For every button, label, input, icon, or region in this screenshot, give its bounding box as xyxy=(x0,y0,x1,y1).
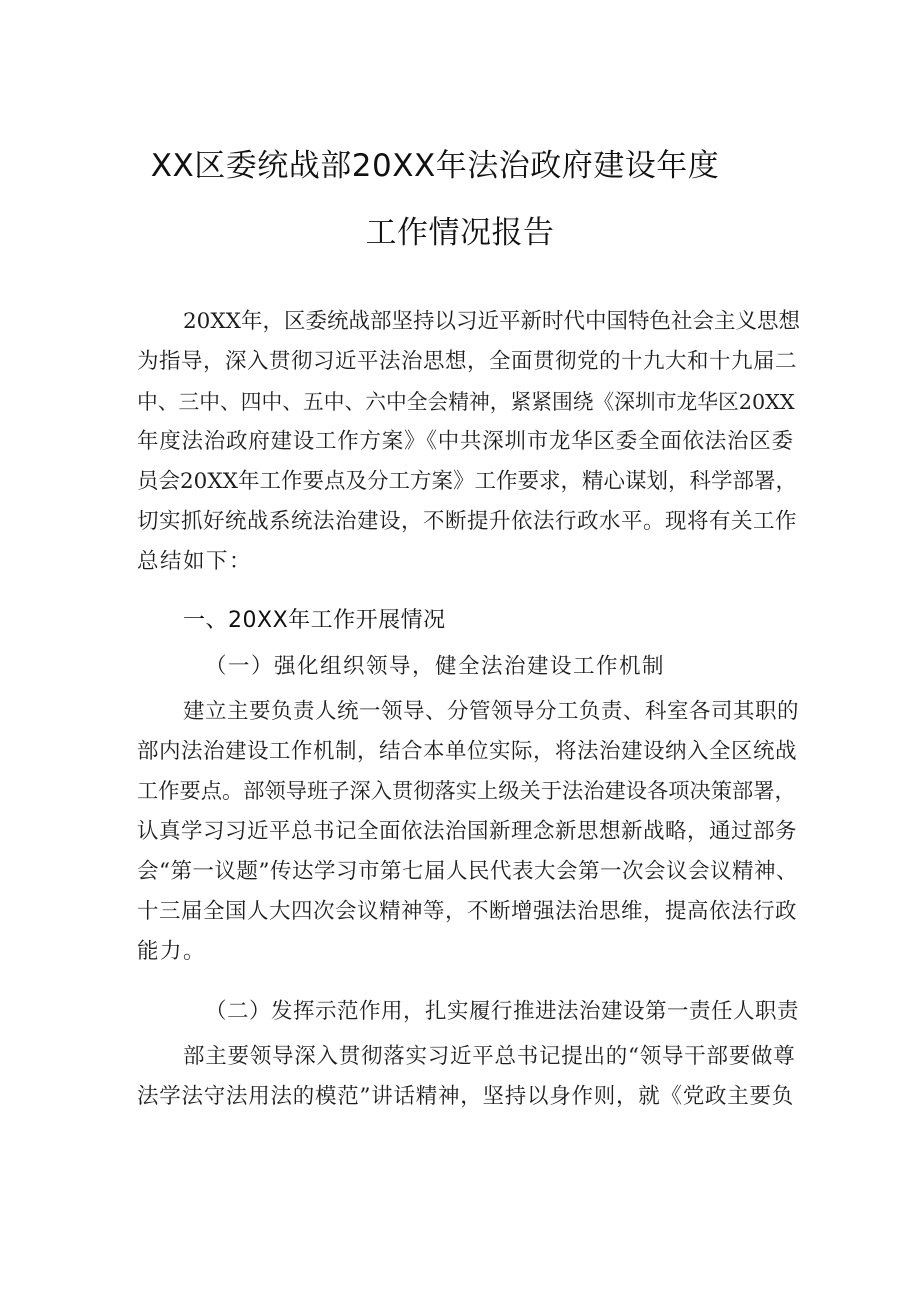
subsection-heading-2: （二）发挥示范作用，扎实履行推进法治建设第一责任人职责 xyxy=(205,999,800,1024)
intro-line: 20XX年，区委统战部坚持以习近平新时代中国特色社会主义思想 xyxy=(183,309,800,334)
intro-line: 年度法治政府建设工作方案》《中共深圳市龙华区委全面依法治区委 xyxy=(137,429,794,454)
document-title-line-1: XX区委统战部20XX年法治政府建设年度 xyxy=(150,148,720,184)
document-title-line-2: 工作情况报告 xyxy=(365,215,555,251)
paragraph-line: 工作要点。部领导班子深入贯彻落实上级关于法治建设各项决策部署， xyxy=(137,779,796,804)
paragraph-line: 能力。 xyxy=(137,939,207,964)
paragraph-line: 部主要领导深入贯彻落实习近平总书记提出的“领导干部要做尊 xyxy=(183,1044,796,1069)
section-heading-1: 一、20XX年工作开展情况 xyxy=(183,608,446,633)
intro-line: 中、三中、四中、五中、六中全会精神，紧紧围绕《深圳市龙华区20XX xyxy=(137,390,795,414)
intro-line: 总结如下： xyxy=(137,549,253,574)
paragraph-line: 会“第一议题”传达学习市第七届人民代表大会第一次会议会议精神、 xyxy=(137,859,798,884)
paragraph-line: 部内法治建设工作机制，结合本单位实际，将法治建设纳入全区统战 xyxy=(137,739,798,764)
subsection-heading-1: （一）强化组织领导，健全法治建设工作机制 xyxy=(205,654,666,679)
paragraph-line: 十三届全国人大四次会议精神等，不断增强法治思维，提高依法行政 xyxy=(137,899,798,924)
paragraph-line: 法学法守法用法的模范”讲话精神，坚持以身作则，就《党政主要负 xyxy=(137,1084,794,1109)
intro-line: 切实抓好统战系统法治建设，不断提升依法行政水平。现将有关工作 xyxy=(137,509,798,534)
paragraph-line: 建立主要负责人统一领导、分管领导分工负责、科室各司其职的 xyxy=(183,699,800,724)
paragraph-line: 认真学习习近平总书记全面依法治国新理念新思想新战略，通过部务 xyxy=(137,819,798,844)
intro-line: 员会20XX年工作要点及分工方案》工作要求，精心谋划，科学部署， xyxy=(137,469,797,494)
intro-line: 为指导，深入贯彻习近平法治思想，全面贯彻党的十九大和十九届二 xyxy=(137,349,798,374)
